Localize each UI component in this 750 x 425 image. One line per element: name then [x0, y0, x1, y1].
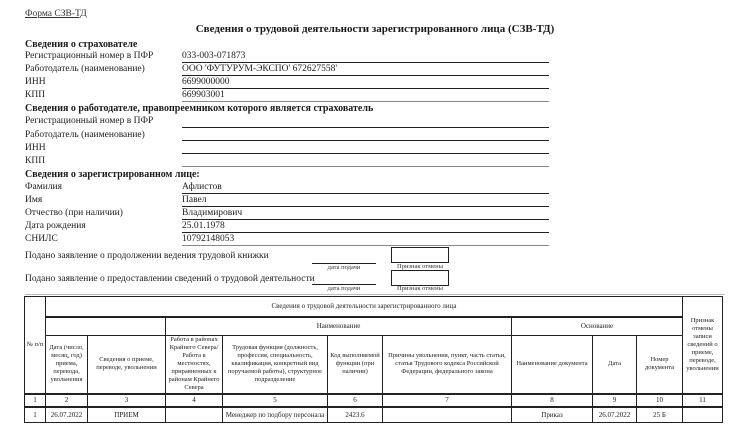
table-row [25, 407, 723, 423]
cell-doc-date: 26.07.2022 [593, 407, 637, 423]
predecessor-kpp-label: КПП [25, 156, 46, 166]
person-surname-label: Фамилия [25, 182, 63, 192]
col-number: 4 [166, 394, 223, 407]
col-header-8: Наименование документа [512, 336, 593, 394]
col-header-4: Работа в районах Крайнего Севера/Работа в местностях, приравненных к районам Крайнего Севера [166, 336, 223, 394]
predecessor-inn-value [182, 153, 549, 154]
person-birthdate-value: 25.01.1978 [182, 221, 225, 231]
document-title: Сведения о трудовой деятельности зарегистрированного лица (СЗВ-ТД) [195, 23, 555, 35]
insurer-employer-value: ООО 'ФУТУРУМ-ЭКСПО' 672627558' [182, 64, 338, 74]
form-link[interactable]: Форма СЗВ-ТД [25, 9, 87, 19]
person-snils-value: 10792148053 [182, 234, 235, 244]
predecessor-reg-value [182, 127, 549, 128]
col-number: 9 [593, 394, 637, 407]
cell-doc-name: Приказ [512, 407, 593, 423]
cell-cancel [683, 407, 723, 423]
statement-workbook-cancel-box[interactable] [391, 247, 449, 263]
col-number: 10 [637, 394, 683, 407]
underline [182, 245, 549, 246]
col-header-7: Причины увольнения, пункт, часть статьи, статья Трудового кодекса Российской Федерации, федерального закона [383, 336, 512, 394]
insurer-reg-label: Регистрационный номер в ПФР [25, 51, 154, 61]
date-hint: дата подачи [327, 285, 361, 292]
insurer-inn-value: 6699000000 [182, 77, 230, 87]
cancel-hint: Признак отмены [397, 263, 443, 270]
col-number: 11 [683, 394, 723, 407]
group-basis: Основание [512, 317, 683, 336]
insurer-kpp-label: КПП [25, 90, 46, 100]
person-patronymic-label: Отчество (при наличии) [25, 208, 123, 218]
col-number: 5 [223, 394, 328, 407]
predecessor-reg-label: Регистрационный номер в ПФР [25, 116, 154, 126]
employment-table [24, 296, 723, 423]
statement-info-cancel-box[interactable] [391, 270, 449, 286]
predecessor-employer-value [182, 140, 549, 141]
cell-position: Менеджер по подбору персонала [223, 407, 328, 423]
cell-north [166, 407, 223, 423]
col-header-10: Номер документа [637, 336, 683, 394]
cell-number: 1 [25, 407, 46, 423]
insurer-heading: Сведения о страхователе [25, 39, 138, 50]
col-number: 2 [46, 394, 88, 407]
predecessor-employer-label: Работодатель (наименование) [25, 130, 145, 140]
cell-date: 26.07.2022 [46, 407, 88, 423]
statement-workbook: Подано заявление о продолжении ведения трудовой книжки [25, 251, 269, 261]
person-snils-label: СНИЛС [25, 234, 58, 244]
group-title: Сведения о трудовой деятельности зарегистрированного лица [46, 297, 683, 317]
person-patronymic-value: Владимирович [182, 208, 243, 218]
col-header-number: № п/п [25, 297, 46, 394]
col-header-9: Дата [593, 336, 637, 394]
col-number: 6 [328, 394, 383, 407]
insurer-kpp-value: 669903001 [182, 90, 225, 100]
cancel-hint: Признак отмены [397, 285, 443, 292]
col-header-3: Сведения о приеме, переводе, увольнении [88, 336, 166, 394]
predecessor-heading: Сведения о работодателе, правопреемником которого является страхователь [25, 103, 374, 114]
statement-info: Подано заявление о предоставлении сведений о трудовой деятельности [25, 274, 315, 284]
col-number: 8 [512, 394, 593, 407]
person-heading: Сведения о зарегистрированном лице: [25, 169, 200, 180]
person-birthdate-label: Дата рождения [25, 221, 86, 231]
col-number: 3 [88, 394, 166, 407]
col-header-5: Трудовая функция (должность, профессия, специальность, квалификация, конкретный вид поручаемой работы), структурное подразделение [223, 336, 328, 394]
col-number: 7 [383, 394, 512, 407]
cell-reason [383, 407, 512, 423]
cell-code: 2423.6 [328, 407, 383, 423]
col-header-2: Дата (число, месяц, год) приема, перевода, увольнения [46, 336, 88, 394]
cell-doc-number: 25 Б [637, 407, 683, 423]
col-number: 1 [25, 394, 46, 407]
predecessor-kpp-value [182, 166, 549, 167]
person-surname-value: Афлистов [182, 182, 222, 192]
insurer-employer-label: Работодатель (наименование) [25, 64, 145, 74]
insurer-reg-value: 033-003-071873 [182, 51, 246, 61]
person-name-label: Имя [25, 195, 43, 205]
insurer-inn-label: ИНН [25, 77, 46, 87]
predecessor-inn-label: ИНН [25, 143, 46, 153]
underline [182, 101, 549, 102]
date-hint: дата подачи [327, 264, 361, 271]
person-name-value: Павел [182, 195, 207, 205]
divider [25, 294, 725, 295]
col-header-11: Признак отмены записи сведений о приеме, переводе, увольнении [683, 297, 723, 394]
spacer [46, 317, 166, 336]
group-name: Наименование [166, 317, 512, 336]
cell-event: ПРИЕМ [88, 407, 166, 423]
col-header-6: Код выполняемой функции (при наличии) [328, 336, 383, 394]
